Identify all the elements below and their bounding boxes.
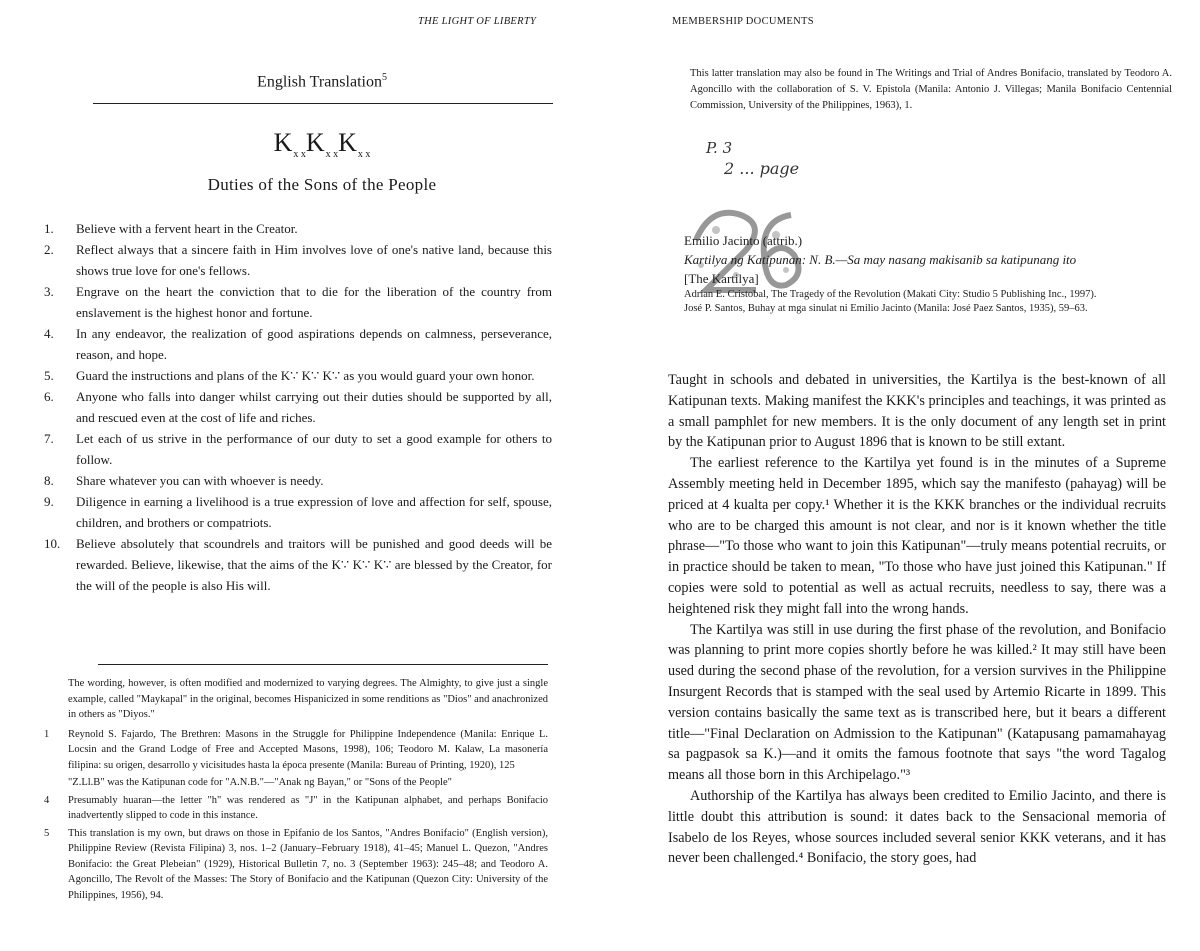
paragraph: The Kartilya was still in use during the first phase of the revolution, and Bonifacio was planning to print more copies shortly before he was killed.² It may still have been used during the second phase of the revolution, for a version survives in the Philippine Insurgent Records that is stamped with the seal used by Artemio Ricarte in 1899. This version contains basically the same text as is transcribed here, but it bears a different title—"Final Declaration on Admission to the Katipunan" (Katapusang pamamahayag sa pagpasok sa K.)—and it omits the famous footnote that says "the word Tagalog means all those born in this Archipelago."³ [668,621,1166,784]
translation-title-text: English Translation [257,73,382,91]
footnote-number: 4 [44,794,50,806]
kkk-letter-3: K [338,128,358,157]
duty-item [44,281,552,323]
duty-number: 3. [44,284,54,299]
duty-number: 9. [44,494,54,509]
running-head-right: MEMBERSHIP DOCUMENTS [672,16,814,27]
duty-item [44,533,552,596]
duty-number: 10. [44,536,61,551]
duty-number: 5. [44,368,54,383]
duty-text: Share whatever you can with whoever is needy. [76,473,324,488]
duty-number: 1. [44,221,54,236]
translation-title [0,72,600,91]
scan-caption [684,231,1174,316]
kkk-letter-1: K [273,128,294,157]
footnote-text: This translation is my own, but draws on those in Epifanio de los Santos, "Andres Bonifacio" (English version), Philippine Review (Revista Filipina) 3, nos. 1–2 (January–February 1918), 41–45; Manuel L. Quezon, "Andres Bonifacio: the Great Plebeian" (1929), Historical Bulletin 7, no. 3 (September 1963): 245–48; and Teodoro A. Agoncillo, The Revolt of the Masses: The Story of Bonifacio and the Katipunan (Quezon City: University of the Philippines, 1956), 94. [68,827,548,901]
duties-title: Duties of the Sons of the People [207,175,437,194]
duty-text: Let each of us strive in the performance of our duty to set a good example for others to follow. [76,431,552,467]
footnote-text: "Z.Ll.B" was the Katipunan code for "A.N.B."—"Anak ng Bayan," or "Sons of the People" [68,777,452,788]
duty-item [44,218,552,239]
kkk-monogram [0,128,600,160]
duty-item [44,365,552,386]
footnote [44,727,548,774]
duty-text: In any endeavor, the realization of good aspirations depends on calmness, perseverance, reason, and hope. [76,326,552,362]
body-text [668,370,1166,869]
footnote-number: 1 [44,728,50,740]
duty-text: Believe absolutely that scoundrels and traitors will be punished and good deeds will be rewarded. Believe, likewise, that the aims of the K∵ K∵ K∵ are blessed by the Creator, for the will of the people is also His will. [76,536,552,593]
footnote-lead: The wording, however, is often modified and modernized to varying degrees. The Almighty, to give just a single example, called "Maykapal" in the original, becomes Hispanicized in some renditions as "Dios" and anachronized in others as "Diyos." [68,678,548,720]
scan-subtitle: [The Kartilya] [684,271,759,286]
footnote-number: 5 [44,827,50,839]
duty-item [44,470,552,491]
scan-source-2: José P. Santos, Buhay at mga sinulat ni Emilio Jacinto (Manila: José Paez Santos, 1935), 59–63. [684,303,1088,314]
duty-text: Guard the instructions and plans of the K∵ K∵ K∵ as you would guard your own honor. [76,368,535,383]
handwritten-note-2: 2 ... page [724,159,800,178]
kkk-dots-2: x x [325,149,339,160]
footnote-rule [98,664,548,665]
kkk-dots-1: x x [293,149,306,160]
kkk-dots-3: x x [357,149,371,160]
duty-number: 2. [44,242,54,257]
footnote [44,775,548,791]
running-head-left: THE LIGHT OF LIBERTY [418,16,537,27]
duty-text: Diligence in earning a livelihood is a true expression of love and affection for self, spouse, children, and brothers or compatriots. [76,494,552,530]
right-page [600,0,1200,951]
paragraph: Taught in schools and debated in universities, the Kartilya is the best-known of all Katipunan texts. Making manifest the KKK's principles and teachings, it was printed as a small pamphlet for new members. It is the only document of any length set in print by the Katipunan prior to August 1896 that is known to be still extant. [668,372,1166,451]
duty-item [44,491,552,533]
title-rule [93,103,553,104]
scanned-image [676,135,1176,335]
duty-text: Reflect always that a sincere faith in Him involves love of one's native land, because this shows true love for one's fellows. [76,242,552,278]
duty-number: 4. [44,326,54,341]
duty-text: Believe with a fervent heart in the Creator. [76,221,298,236]
translation-note-ref: 5 [381,72,387,83]
paragraph: Authorship of the Kartilya has always been credited to Emilio Jacinto, and there is little doubt this attribution is sound: it dates back to the Sensacional memoria of Isabelo de los Reyes, whose sources included several senior KKK veterans, and it has never been challenged.⁴ Bonifacio, the story goes, had [668,787,1166,867]
duty-text: Anyone who falls into danger whilst carrying out their duties should be supported by all, and rescued even at the cost of life and riches. [76,389,552,425]
duty-text: Engrave on the heart the conviction that to die for the liberation of the country from enslavement is the highest honor and fortune. [76,284,552,320]
footnote [44,793,548,824]
scan-author: Emilio Jacinto (attrib.) [684,233,803,248]
kkk-letter-2: K [305,128,326,157]
scan-source-1: Adrian E. Cristobal, The Tragedy of the Revolution (Makati City: Studio 5 Publishing Inc., 1997). [684,289,1097,300]
scan-title: Kartilya ng Katipunan: N. B.—Sa may nasang makisanib sa katipunang ito [684,252,1077,267]
duties-list [44,218,552,596]
duty-item [44,239,552,281]
footnotes [44,676,548,905]
duty-item [44,386,552,428]
duty-number: 8. [44,473,54,488]
duty-item [44,428,552,470]
duty-item [44,323,552,365]
footnote [44,826,548,904]
duty-number: 6. [44,389,54,404]
paragraph: The earliest reference to the Kartilya yet found is in the minutes of a Supreme Assembly meeting held in December 1895, which say the manifesto (pahayag) will be priced at 4 kualta per copy.¹ Whether it is the KKK branches or the individual recruits who are to be charged this amount is not clear, and nor is it known whether the title phrase—"To those who want to join this Katipunan"—truly means potential recruits, or in practice should be taken to mean, "To those who have just joined this Katipunan." If copies were sold to potential as well as actual recruits, needless to say, there was a heightened risk they might fall into the wrong hands. [668,455,1166,617]
handwritten-note-1: P. 3 [706,139,733,157]
footnote-text: Reynold S. Fajardo, The Brethren: Masons in the Struggle for Philippine Independence (Manila: Enrique L. Locsin and the Grand Lodge of Free and Accepted Masons, 1998), 106; Teodoro M. Kalaw, La masonería filipina: su origen, desarrollo y vicisitudes hasta la época presente (Manila: Bureau of Printing, 1920), 125 [68,728,548,771]
top-footnote: This latter translation may also be found in The Writings and Trial of Andres Bonifacio, translated by Teodoro A. Agoncillo with the collaboration of S. V. Epistola (Manila: Antonio J. Villegas; Manila Bonifacio Centennial Commission, University of the Philippines, 1963), 1. [690,68,1172,111]
duty-number: 7. [44,431,54,446]
footnote-text: Presumably huaran—the letter "h" was rendered as "J" in the Katipunan alphabet, and perhaps Bonifacio inadvertently slipped to code in this instance. [68,794,548,821]
